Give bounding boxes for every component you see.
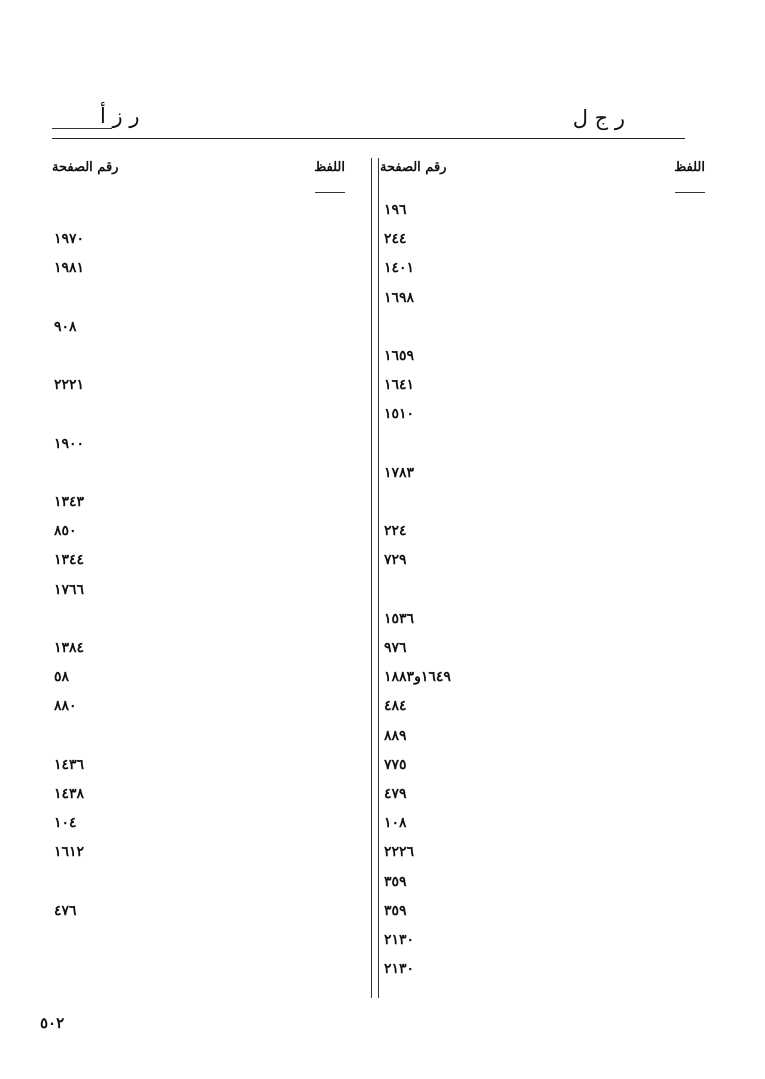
entry-page-number: ١٩٦ [384,202,407,218]
entry-page-number: ٩٠٨ [54,318,77,335]
entry-page-number: ١٩٠٠ [54,435,85,452]
entry-page-number: ١٦١٢ [54,844,85,861]
entry-page-number: ٢٢٢١ [54,377,85,394]
entry-page-number: ١٣٤٤ [54,552,85,569]
entry-page-number: ١٣٤٣ [54,494,85,510]
entry-page-number: ١٤٣٦ [54,756,85,773]
entry-page-number: ١٧٨٣ [384,464,415,481]
header-dash [52,128,112,129]
left-phrase-underline [315,192,345,193]
entry-page-number: ٥٨ [54,669,70,686]
entry-page-number: ٢٢٤ [384,523,407,540]
header-rule [52,138,685,139]
entry-page-number: ٤٧٩ [384,786,407,802]
entry-page-number: ٣٥٩ [384,873,407,890]
left-phrase-header: اللفظ [314,160,345,175]
entry-page-number: ١٦٩٨ [384,289,415,306]
entry-page-number: ٢٢٢٦ [384,844,415,861]
entry-page-number: ٤٧٦ [54,902,77,919]
entry-page-number: ٣٥٩ [384,902,407,919]
left-page-header: رقم الصفحة [52,160,119,175]
entry-page-number: ١٥٣٦ [384,610,415,627]
entry-page-number: ٢١٣٠ [384,961,415,978]
entry-page-number: ٧٢٩ [384,552,407,569]
entry-page-number: ١٩٧٠ [54,231,85,248]
entry-page-number: ٢٤٤ [384,231,407,248]
right-phrase-header: اللفظ [674,160,705,175]
entry-page-number: ١٦٤١ [384,377,415,394]
entry-page-number: ١٤٠١ [384,260,415,277]
entry-page-number: ١٦٤٩و١٨٨٣ [384,669,451,686]
page-number: ٥٠٢ [40,1014,65,1032]
column-divider [378,158,379,998]
entry-page-number: ١٠٤ [54,815,77,832]
entry-page-number: ٧٧٥ [384,756,407,773]
entry-page-number: ٩٧٦ [384,640,407,656]
entry-page-number: ١٦٥٩ [384,348,415,364]
header-root-left: ر ز أ [100,104,140,128]
entry-page-number: ٢١٣٠ [384,932,415,948]
entry-page-number: ٨٨٠ [54,698,77,715]
entry-page-number: ٤٨٤ [384,698,407,715]
entry-page-number: ١٤٣٨ [54,786,85,802]
column-divider [371,158,372,998]
entry-page-number: ١٥١٠ [384,406,415,423]
right-phrase-underline [675,192,705,193]
entry-page-number: ٨٨٩ [384,727,407,744]
header-root-right: ر ج ل [572,106,625,130]
entry-page-number: ١٧٦٦ [54,581,85,598]
entry-page-number: ٨٥٠ [54,523,77,540]
entry-page-number: ١٣٨٤ [54,640,85,656]
entry-page-number: ١٠٨ [384,815,407,832]
entry-page-number: ١٩٨١ [54,260,85,277]
right-page-header: رقم الصفحة [380,160,447,175]
